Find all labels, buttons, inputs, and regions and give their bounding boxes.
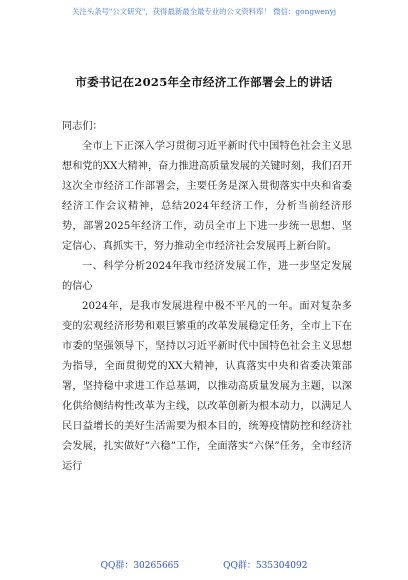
qq-group-left: QQ群：30265665 (100, 561, 180, 571)
footer-contact (0, 558, 408, 571)
paragraph-intro: 全市上下正深入学习贯彻习近平新时代中国特色社会主义思想和党的XX大精神，奋力推进高质量发展的关键时刻，我们召开这次全市经济工作部署会，主要任务是深入贯彻落实中央和省委经济工作会议精神，总结2024年经济工作，分析当前经济形势，部署2025年经济工作，动员全市上下进一步统一思想、坚定信心、真抓实干，努力推动全市经济社会发展再上新台阶。 (62, 141, 352, 252)
promo-banner: 关注头条号"公文研究"，获得最新最全最专业的公文资料库！ 微信：gongwenyj (71, 7, 337, 16)
section-heading-1: 一、科学分析2024年我市经济发展工作，进一步坚定发展的信心 (62, 261, 352, 292)
document-title: 市委书记在2025年全市经济工作部署会上的讲话 (75, 75, 333, 89)
qq-group-right: QQ群：535304092 (223, 561, 308, 571)
paragraph-2024-review: 2024年，是我市发展进程中极不平凡的一年。面对复杂多变的宏观经济形势和艰巨繁重的改革发展稳定任务，全市上下在市委的坚强领导下，坚持以习近平新时代中国特色社会主义思想为指导，全面贯彻党的XX大精神，认真落实中央和省委决策部署，坚持稳中求进工作总基调，以推动高质量发展为主题，以深化供给侧结构性改革为主线，以改革创新为根本动力，以满足人民日益增长的美好生活需要为根本目的，统筹疫情防控和经济社会发展，扎实做好“六稳”工作，全面落实“六保”任务，全市经济运行 (62, 301, 352, 472)
document-body (62, 117, 352, 477)
salutation: 同志们： (62, 121, 103, 132)
